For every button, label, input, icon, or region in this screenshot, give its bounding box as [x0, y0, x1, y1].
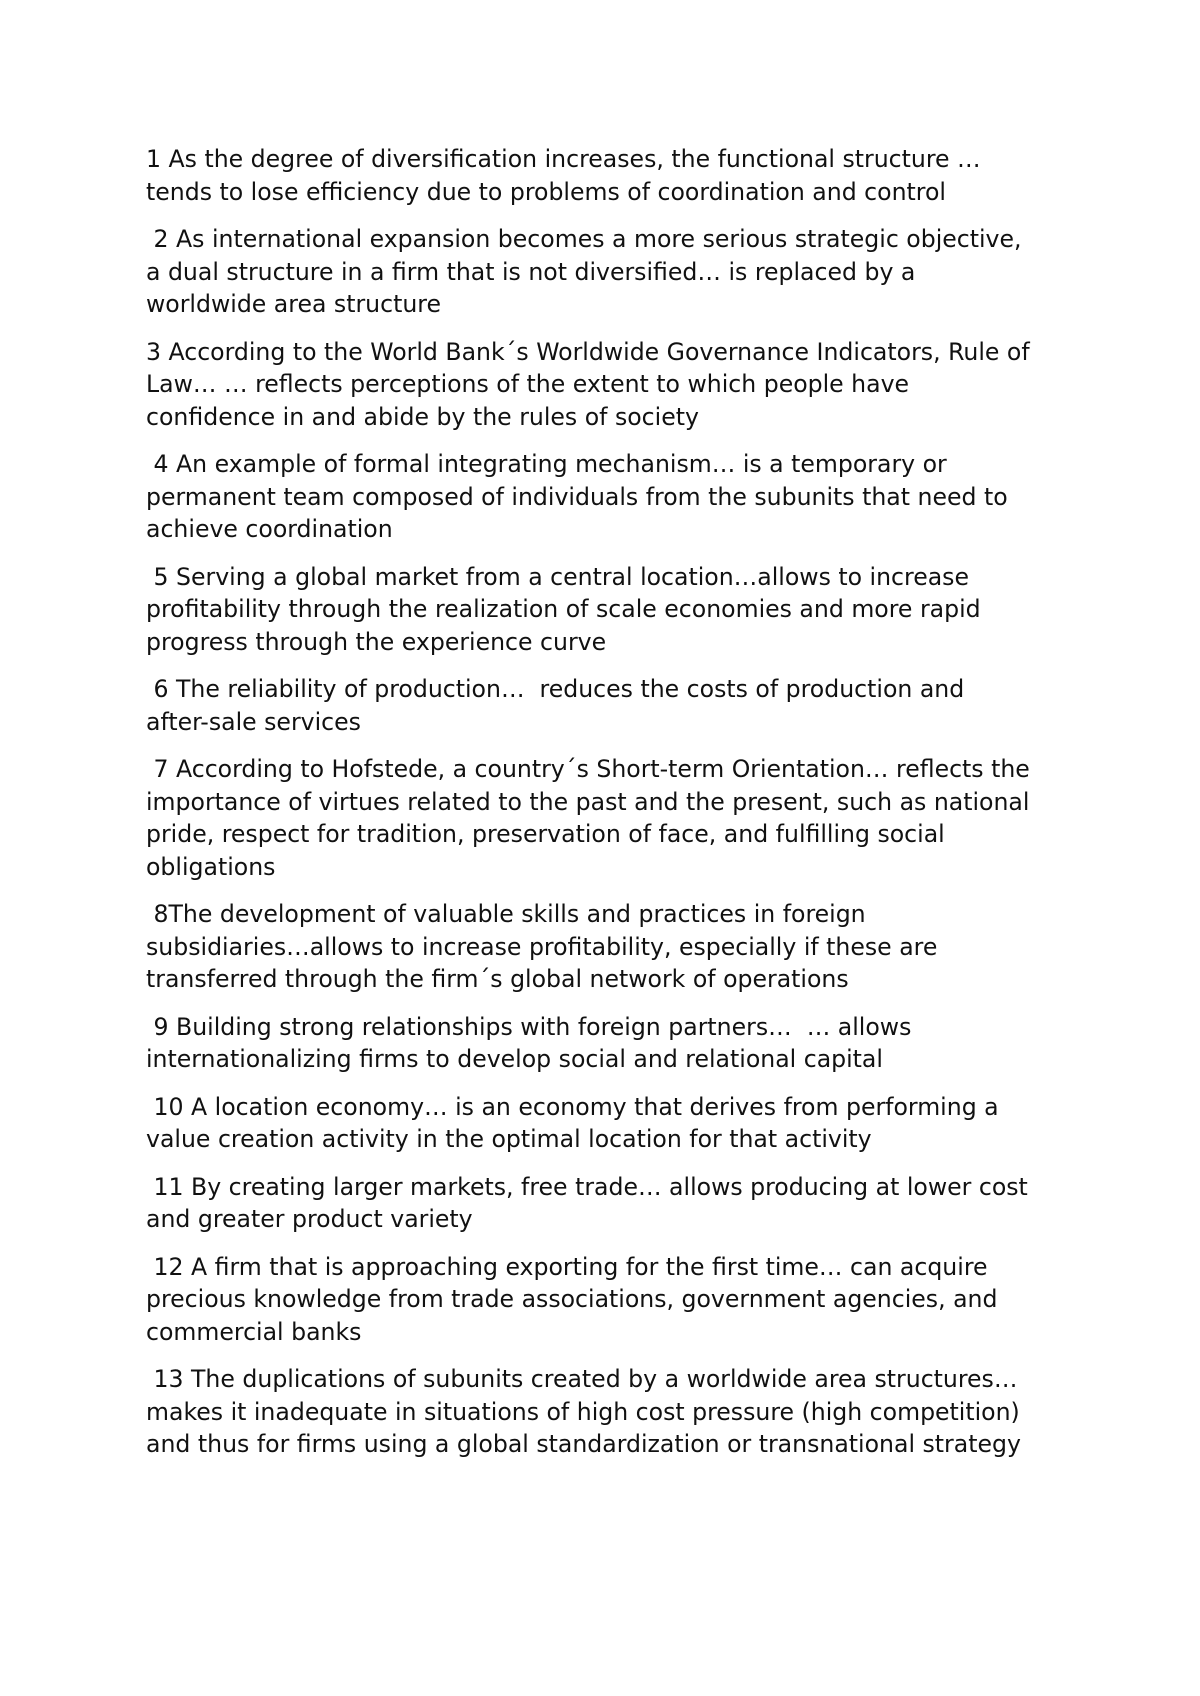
list-item: 12 A firm that is approaching exporting for the first time… can acquire precious knowledge from trade associations, government agencies, and commercial banks: [146, 1252, 998, 1346]
list-item: 4 An example of formal integrating mechanism… is a temporary or permanent team composed of individuals from the subunits that need to achieve coordination: [146, 450, 1008, 543]
list-item: 7 According to Hofstede, a country´s Short-term Orientation… reflects the importance of virtues related to the past and the present, such as national pride, respect for tradition, preservation of face, and fulfilling social obligations: [146, 755, 1030, 881]
list-item: 2 As international expansion becomes a more serious strategic objective, a dual structure in a firm that is not diversified… is replaced by a worldwide area structure: [146, 225, 1022, 318]
list-item: 6 The reliability of production… reduces the costs of production and after-sale services: [146, 675, 965, 736]
list-item: 9 Building strong relationships with foreign partners… … allows internationalizing firms to develop social and relational capital: [146, 1012, 912, 1073]
list-item: 10 A location economy… is an economy that derives from performing a value creation activity in the optimal location for that activity: [146, 1092, 999, 1153]
list-item: 3 According to the World Bank´s Worldwide Governance Indicators, Rule of Law… … reflects perceptions of the extent to which people have confidence in and abide by the rules of society: [146, 337, 1030, 431]
list-item: 8The development of valuable skills and practices in foreign subsidiaries…allows to increase profitability, especially if these are transferred through the firm´s global network of operations: [146, 900, 938, 993]
list-item: 5 Serving a global market from a central location…allows to increase profitability through the realization of scale economies and more rapid progress through the experience curve: [146, 562, 981, 656]
list-item: 1 As the degree of diversification increases, the functional structure … tends to lose efficiency due to problems of coordination and control: [146, 145, 981, 206]
list-item: 13 The duplications of subunits created by a worldwide area structures… makes it inadequate in situations of high cost pressure (high competition) and thus for firms using a global standardization or transnational strategy: [146, 1365, 1021, 1458]
list-item: 11 By creating larger markets, free trade… allows producing at lower cost and greater product variety: [146, 1172, 1028, 1233]
document-body: [146, 143, 1076, 1476]
